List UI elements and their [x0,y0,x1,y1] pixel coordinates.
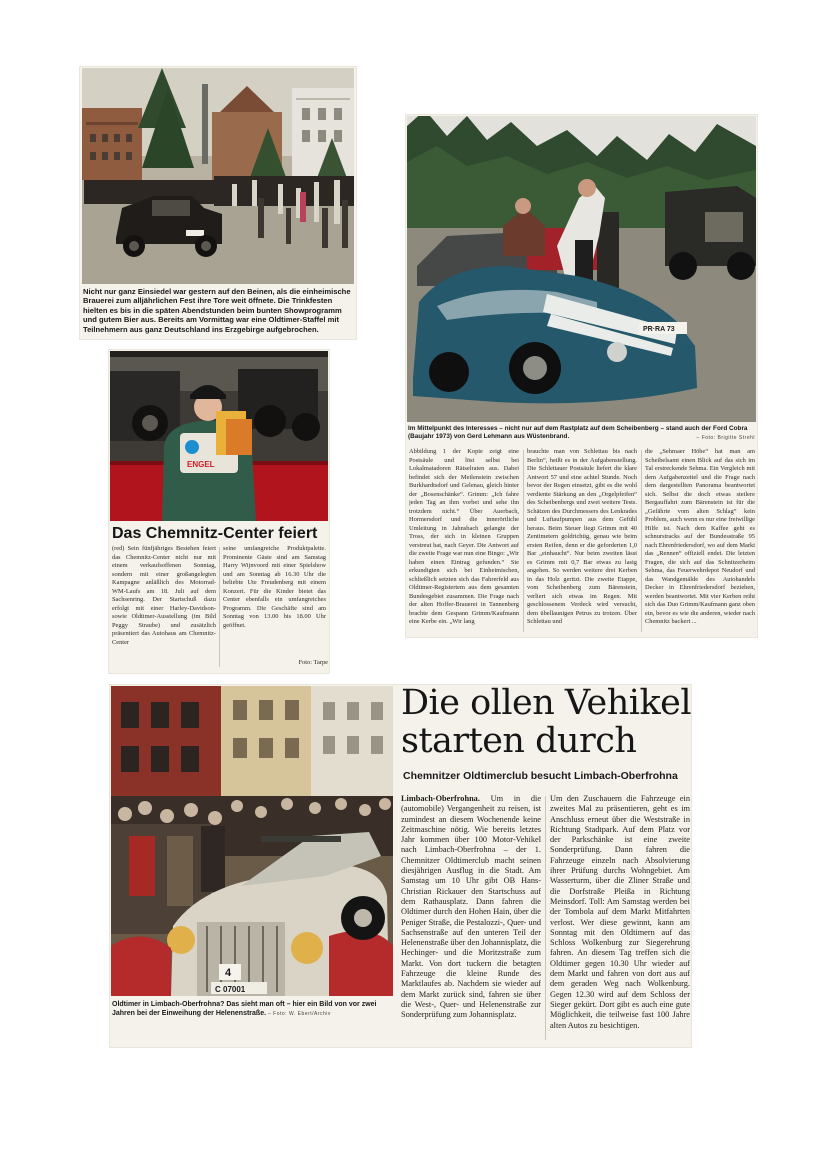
caption-helenenstrasse [112,1000,394,1019]
photo-brewery-square [82,68,354,284]
chemnitz-center-headline: Das Chemnitz-Center feiert [112,525,318,542]
column-divider [545,796,546,1040]
column-divider [219,547,220,667]
chemnitz-center-photo-credit: Foto: Tarpe [298,659,328,666]
cobra-photo-credit: – Foto: Brigitte Strehl [696,435,755,441]
photo-ford-cobra [407,116,756,422]
headline-line-2: starten durch [401,721,637,761]
clipping-oldtimer-rally [405,114,758,638]
shirt-lettering: ENGEL [187,460,215,469]
clipping-chemnitz-center [108,349,330,674]
rally-column-3: die „Sehmaer Höhe“ hat man am Scheibelsamt einen Blick auf das sich im Tal erstreckende Sehma. Ein Vergleich mit dem Aufgabenzettel und die Frage nach dem dargestellten Panorama beantwortet sich. Selbst die doch etwas steilere Bergauffahrt zum Bärenstein ist für die „Gefährte vom alten Schlag“ kein Problem, auch wenn es nur eine freiwillige Hilfe ist. Nach dem Kaffee geht es schnurstracks auf der Bundesstraße 95 nach Ehrenfriedersdorf, wo auf dem Markt das „Rennen“ offiziell endet. Die letzten Fragen, die sich auf das Schnitzerheim Sehma, das Feuerwehrdepot Neudorf und das Wandgemälde des Autohandels Decker in Ehrenfriedersdorf beziehen, werden beantwortet. Mit vier Kerben reiht sich das Duo Grimm/Kaufmann ganz oben ein, bevor es wie die anderen, wieder nach Chemnitz backert ... [645,448,755,625]
vehikel-column-1 [401,794,541,1044]
caption-einsiedel: Nicht nur ganz Einsiedel war gestern auf den Beinen, als die einheimische Brauerei zum alljährlichen Fest ihre Tore weit öffnete. Die Trinkfesten hielten es bis in die späten Abendstunden beim bunten Showprogramm und gutem Bier aus. Bereits am Vormittag war eine Oldtimer-Staffel mit Teilnehmern aus ganz Deutschland ins Erzgebirge aufgebrochen. [83,287,351,334]
cobra-license-plate: PR·RA 73 [643,326,675,333]
photo-oldtimer-helenenstrasse [111,686,393,996]
caption-helenenstrasse-text: Oldtimer in Limbach-Oberfrohna? Das sieht man oft – hier ein Bild von vor zwei Jahren bei der Einweihung der Helenenstraße. [112,1001,377,1018]
column-divider [523,450,524,632]
vehikel-column-1-text: Um in die (automobile) Vergangenheit zu reisen, ist zumindest an diesem Wochenende keine Zeitmaschine nötig. Wie bereits letztes Jahr kommen über 100 Motor-Vehikel nach Limbach-Oberfrohna – der 1. Chemnitzer Oldtimerclub macht seinen diesjährigen Ausflug in die Stadt. Am Samstag um 10 Uhr gibt OB Hans-Christian Rickauer den Startschuss auf dem Rathausplatz. Dann fahren die Oldtimer durch den Hohen Hain, über die Peniger Straße, die Pestalozzi-, Quer- und Sachsenstraße auf den unteren Teil der Helenenstraße über den Johannisplatz, die Hechinger- und die Moritzstraße zum Markt. Von dort tuckern die betagten Fahrzeuge die kleine Runde des Marktlaufes ab. Nachdem sie wieder auf dem Markt zurück sind, fahren sie über die West-, Quer- und Helenenstraße zur Sonderprüfung zum Johannisplatz. [401,794,541,1020]
vehikel-column-2: Um den Zuschauern die Fahrzeuge ein zweites Mal zu präsentieren, geht es im Anschluss erneut über die Weststraße in Richtung Stadtpark. Auf dem Platz vor der Parkschänke ist eine zweite Sonderprüfung. Dann fahren die Fahrzeuge einzeln nach Absolvierung ihrer Prüfung durchs Wohngebiet. Am Wasserturm, über die Zliner Straße und die Dorfstraße Pleißa in Richtung Meinsdorf. Toll: Am Samstag werden bei der Tombola auf dem Markt Mitfahrten verlost. Wer diese gewinnt, kann am Sonntag mit den Oldtimern auf das Schloss Wolkenburg zur Siegerehrung fahren. An diesem Tag treffen sich die Oldtimer gegen 10.30 Uhr wieder auf dem Markt und fahren von dort aus auf dem geraden Weg nach Wolkenburg. Gegen 12.30 wird auf dem Schloss der Sieger gekürt. Dort gibt es auch eine gute Möglichkeit, die teilweise fast 100 Jahre alten Autos zu besichtigen. [550,794,690,1030]
helenenstrasse-photo-credit: – Foto: W. Ebert/Archiv [268,1011,331,1018]
caption-ford-cobra: Im Mittelpunkt des Interesses – nicht nur auf dem Rastplatz auf dem Scheibenberg – stand auch der Ford Cobra (Baujahr 1973) von Gerd Lehmann aus Wüstenbrand. [408,425,748,440]
rally-column-1: Abbildung 1 der Kopie zeigt eine Postsäule und löst selbst bei Lokalmatadoren Rätselraten aus. Dabei befindet sich der Meilenstein zwischen Burkhardtsdorf und Gelenau, gleich hinter der „Bosenschänke“. Grimm: „Ich fahre jeden Tag an ihm vorbei und sehe ihn trotzdem nicht.“ Über Auerbach, Hormersdorf und die innerörtliche Umleitung in Jahnsbach gelangte der Tross, der sich in kleinen Gruppen verstreut hat, nach Geyer. Die Antwort auf die zweite Frage war nun eine Bingo: „Wir haben einen Eintrag gefunden.“ Sie erkundigten sich bei Einheimischen, schließlich setzten sich das Fahrerfeld aus Oldtimer-Registertem aus dem gesamten Bundesgebiet zusammen. Die Frage nach der alten Hoffer-Brauerei in Tannenberg brachte dem Gespann Grimm/Kaufmann eine Kerbe ein. „Wir lang [409,448,519,625]
clipping-einsiedel [79,66,357,340]
chemnitz-center-column-2: seine umfangreiche Produktpalette. Prominente Gäste sind am Samstag Harry Wijnvoord mit einer Spielshow und am Sonntag ab 16.30 Uhr die beliebte Ute Freudenberg mit einem Konzert. Für die Kinder bietet das Center ebenfalls ein umfangreiches Programm. Die Geschäfte sind am Sonntag von 13.00 bis 18.00 Uhr geöffnet. [223,545,326,629]
headline-line-1: Die ollen Vehikel [401,684,692,723]
registration-plate: C 07001 [215,985,246,994]
column-divider [641,450,642,632]
clipping-ollen-vehikel [109,684,692,1048]
rally-column-2: brauchte man von Schlettau bis nach Berlin“, heißt es in der Aufgabenstellung. Die Schlettauer Postsäule liefert die klare Antwort 57 und eine achtel Stunde. Noch bevor der Regen einsetzt, gibt es die wohl verdiente Stärkung an den „Orgelpfeifen“ des Scheibenbergs und zwei weitere Tests. Schätzen des Durchmessers des Lenkrades und Luftaufpumpen aus dem Gefühl heraus. Beim Steuer liegt Grimm mit 40 Zentimetern goldrichtig, genau wie beim ersten Reifen, denn er die geforderten 1,0 Bar „einhaucht“. Nur beim zweiten lässt es Grimm mit 0,7 Bar etwas zu lasig angehen. So werden weitere drei Kerben in das Holz geritzt. Die zweite Etappe, vom Scheibenberg zum Bärenstein, verliert sich etwas im Regen. Mit geschlossenem Verdeck wird versucht, dem übellaunigen Petrus zu trotzen. Über Schlettau und [527,448,637,625]
photo-harley-exhibit [110,351,328,521]
subheadline: Chemnitzer Oldtimerclub besucht Limbach-Oberfrohna [403,770,678,782]
article-dateline: Limbach-Oberfrohna. [401,794,480,803]
chemnitz-center-column-1: (red) Sein fünfjähriges Bestehen feiert das Chemnitz-Center nicht nur mit einem verkaufsoffenen Sonntag, sondern mit einer großangelegten Kampagne anläßlich des Motorrad-WM-Laufs am 18. Juli auf dem Sachsenring. Der Startschuß dazu erfolgt mit einer Harley-Davidson-sowie Oldtimer-Ausstellung (im Bild Peggy Straube) und zusätzlich präsentiert das Autohaus am Chemnitz-Center [112,545,216,646]
start-number: 4 [225,967,232,979]
